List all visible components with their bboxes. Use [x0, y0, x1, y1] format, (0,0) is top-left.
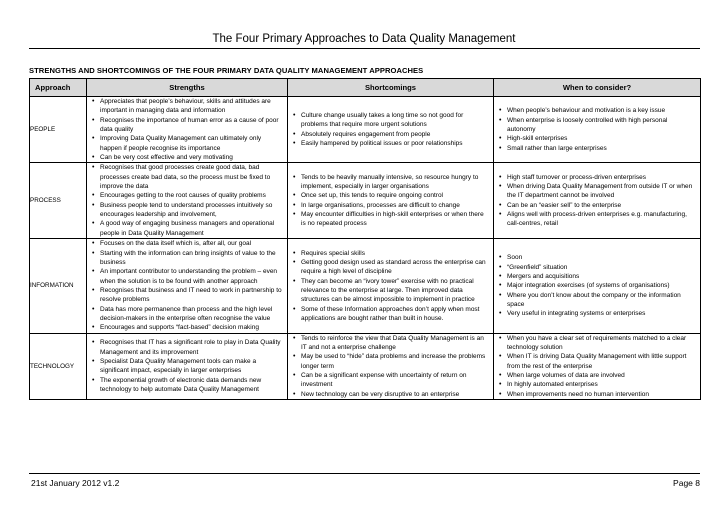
- bullet-item: • Improving Data Quality Management can ultimately only happen if people recognise its importance: [91, 134, 284, 153]
- bullet-item: • In highly automated enterprises: [498, 380, 697, 389]
- bullet-item: • Small rather than large enterprises: [498, 144, 697, 153]
- bullet-item: • High staff turnover or process-driven enterprises: [498, 173, 697, 182]
- approach-cell: PEOPLE: [30, 97, 87, 163]
- bullet-item: • A good way of engaging business managers and operational people in Data Quality Management: [91, 219, 284, 238]
- bullet-item: • High-skill enterprises: [498, 134, 697, 143]
- bullet-item: • When large volumes of data are involved: [498, 371, 697, 380]
- approach-cell: PROCESS: [30, 163, 87, 239]
- bullet-item: • When IT is driving Data Quality Management with little support from the rest of the enterprise: [498, 352, 697, 371]
- bullet-list: [288, 249, 493, 324]
- bullet-item: • When improvements need no human intervention: [498, 390, 697, 399]
- bullet-item: • Can be a significant expense with uncertainty of return on investment: [292, 371, 490, 390]
- bullet-item: • They can become an “ivory tower” exercise with no practical relevance to the enterprise at large. Then improved data structures can be almost impossible to implement in practice: [292, 277, 490, 305]
- bullet-item: • When you have a clear set of requirements matched to a clear technology solution: [498, 334, 697, 353]
- bullet-item: • Business people tend to understand processes intuitively so encourages leadership and involvement,: [91, 201, 284, 220]
- strengths-cell: [87, 97, 288, 163]
- bullet-item: • Tends to be heavily manually intensive, so resource hungry to implement, especially in larger organisations: [292, 173, 490, 192]
- bullet-item: • Recognises the importance of human error as a cause of poor data quality: [91, 116, 284, 135]
- shortcomings-cell: [288, 239, 494, 333]
- shortcomings-cell: [288, 97, 494, 163]
- bullet-item: • Encourages and supports “fact-based” decision making: [91, 323, 284, 332]
- when-to-consider-cell: [494, 239, 701, 333]
- bullet-item: • May encounter difficulties in high-skill enterprises or when there is no repeated process: [292, 210, 490, 229]
- strengths-cell: [87, 239, 288, 333]
- bullet-item: • Appreciates that people’s behaviour, skills and attitudes are important in managing data and information: [91, 97, 284, 116]
- table-row: [30, 163, 701, 239]
- bullet-item: • When enterprise is loosely controlled with high personal autonomy: [498, 116, 697, 135]
- header-when-to-consider: When to consider?: [494, 79, 701, 97]
- bullet-list: [288, 173, 493, 229]
- bullet-item: • Easily hampered by political issues or poor relationships: [292, 139, 490, 148]
- bullet-item: • Recognises that IT has a significant role to play in Data Quality Management and its improvement: [91, 338, 284, 357]
- bullet-item: • Some of these Information approaches don’t apply when most applications are bought rather than built in house.: [292, 305, 490, 324]
- bullet-item: • Mergers and acquisitions: [498, 272, 697, 281]
- bullet-list: [494, 253, 700, 318]
- footer-date-version: 21st January 2012 v1.2: [31, 478, 120, 488]
- bullet-item: • Specialist Data Quality Management tools can make a significant impact, especially in larger enterprises: [91, 357, 284, 376]
- bullet-item: • Culture change usually takes a long time so not good for problems that require more urgent solutions: [292, 111, 490, 130]
- bullet-item: • Soon: [498, 253, 697, 262]
- bullet-item: • Getting good design used as standard across the enterprise can require a high level of discipline: [292, 258, 490, 277]
- header-shortcomings: Shortcomings: [288, 79, 494, 97]
- bullet-item: • The exponential growth of electronic data demands new technology to help automate Data Quality Management: [91, 376, 284, 395]
- bullet-list: [494, 173, 700, 229]
- table-row: [30, 333, 701, 399]
- bullet-item: • Starting with the information can bring insights of value to the business: [91, 249, 284, 268]
- bullet-item: • Aligns well with process-driven enterprises e.g. manufacturing, call-centres, retail: [498, 210, 697, 229]
- when-to-consider-cell: [494, 97, 701, 163]
- bullet-list: [87, 338, 287, 394]
- bullet-list: [87, 239, 287, 332]
- bullet-item: • Can be an “easier sell” to the enterprise: [498, 201, 697, 210]
- table-header-row: [30, 79, 701, 97]
- bullet-list: [288, 111, 493, 148]
- bullet-item: • “Greenfield” situation: [498, 263, 697, 272]
- bullet-item: • Major integration exercises (of systems of organisations): [498, 281, 697, 290]
- bullet-list: [87, 97, 287, 162]
- approach-cell: TECHNOLOGY: [30, 333, 87, 399]
- table-body: [30, 97, 701, 400]
- when-to-consider-cell: [494, 333, 701, 399]
- shortcomings-cell: [288, 163, 494, 239]
- bullet-item: • May be used to “hide” data problems and increase the problems longer term: [292, 352, 490, 371]
- table-row: [30, 239, 701, 333]
- bullet-item: • Recognises that good processes create good data, bad processes create bad data, so the process must be fixed to improve the data: [91, 163, 284, 191]
- bullet-item: • Encourages getting to the root causes of quality problems: [91, 191, 284, 200]
- bullet-item: • Tends to reinforce the view that Data Quality Management is an IT and not a enterprise challenge: [292, 334, 490, 353]
- strengths-cell: [87, 163, 288, 239]
- bullet-item: • Once set up, this tends to require ongoing control: [292, 191, 490, 200]
- bullet-list: [87, 163, 287, 238]
- bullet-item: • Focuses on the data itself which is, after all, our goal: [91, 239, 284, 248]
- bullet-item: • When driving Data Quality Management from outside IT or when the IT department cannot be involved: [498, 182, 697, 201]
- header-approach: Approach: [30, 79, 87, 97]
- footer-page-number: Page 8: [673, 478, 700, 488]
- bullet-item: • Absolutely requires engagement from people: [292, 130, 490, 139]
- header-rule: [29, 48, 700, 49]
- bullet-list: [288, 334, 493, 399]
- bullet-list: [494, 106, 700, 153]
- bullet-item: • Where you don’t know about the company or the information space: [498, 291, 697, 310]
- section-title: STRENGTHS AND SHORTCOMINGS OF THE FOUR PRIMARY DATA QUALITY MANAGEMENT APPROACHES: [29, 66, 424, 75]
- approaches-table: [29, 78, 701, 400]
- bullet-item: • When people’s behaviour and motivation is a key issue: [498, 106, 697, 115]
- document-title: The Four Primary Approaches to Data Quality Management: [212, 33, 516, 45]
- bullet-item: • An important contributor to understanding the problem – even when the solution is to be found with another approach: [91, 267, 284, 286]
- bullet-item: • Requires special skills: [292, 249, 490, 258]
- bullet-item: • Data has more permanence than process and the high level decision-makers in the enterprise often recognise the value: [91, 305, 284, 324]
- bullet-item: • Recognises that business and IT need to work in partnership to resolve problems: [91, 286, 284, 305]
- shortcomings-cell: [288, 333, 494, 399]
- when-to-consider-cell: [494, 163, 701, 239]
- bullet-list: [494, 334, 700, 399]
- bullet-item: • New technology can be very disruptive to an enterprise: [292, 390, 490, 399]
- table-row: [30, 97, 701, 163]
- approach-cell: INFORMATION: [30, 239, 87, 333]
- footer-rule: [29, 473, 700, 474]
- bullet-item: • Very useful in integrating systems or enterprises: [498, 309, 697, 318]
- bullet-item: • In large organisations, processes are difficult to change: [292, 201, 490, 210]
- header-strengths: Strengths: [87, 79, 288, 97]
- bullet-item: • Can be very cost effective and very motivating: [91, 153, 284, 162]
- strengths-cell: [87, 333, 288, 399]
